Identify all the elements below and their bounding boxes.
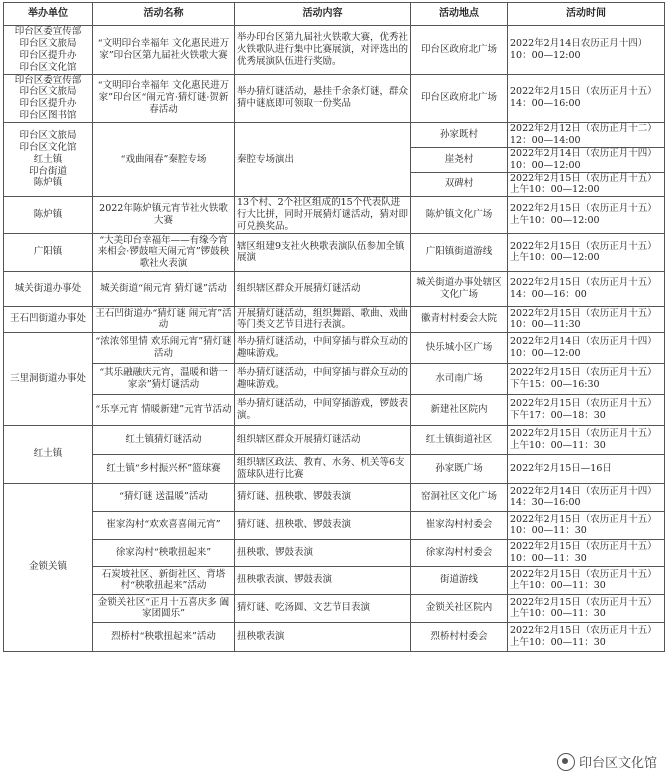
cell-time: 2022年2月15日（农历正月十五）下午15：00—16:30	[508, 363, 665, 394]
cell-org: 城关街道办事处	[4, 271, 93, 306]
cell-name: “浓浓邻里情 欢乐闹元宵”猜灯谜活动	[93, 332, 235, 363]
cell-content: 13个村、2个社区组成的15个代表队进行大比拼，同时开展猜灯谜活动，猜对即可兑换奖品。	[235, 197, 411, 234]
cell-time: 2022年2月12日（农历正月十二）12：00—14:00	[508, 123, 665, 148]
cell-name: “大美印台幸福年——有缘今宵来相会·锣鼓喧天闹元宵”锣鼓秧歌社火表演	[93, 233, 235, 271]
table-row	[4, 233, 665, 271]
cell-time: 2022年2月14日农历正月十四）10：00—12:00	[508, 26, 665, 75]
cell-location: 孙家既村	[411, 123, 508, 148]
cell-name: “乐享元宵 情暖新建”元宵节活动	[93, 394, 235, 425]
cell-name: 城关街道“闹元宵 猜灯谜”活动	[93, 271, 235, 306]
table-header-row	[4, 3, 665, 26]
cell-location: 水司南广场	[411, 363, 508, 394]
cell-content: 举办猜灯谜活动，中间穿插与群众互动的趣味游戏。	[235, 363, 411, 394]
cell-time: 2022年2月15日（农历正月十五）10：00—11：30	[508, 511, 665, 539]
table-row	[4, 594, 665, 622]
header-location: 活动地点	[411, 3, 508, 26]
cell-content: 举办猜灯谜活动，悬挂千余条灯谜，群众猜中谜底即可领取一份奖品	[235, 74, 411, 123]
table-row	[4, 363, 665, 394]
table-row	[4, 425, 665, 454]
cell-time: 2022年2月15日—16日	[508, 454, 665, 483]
cell-location: 崔家沟村村委会	[411, 511, 508, 539]
cell-time: 2022年2月14日（农历正月十四）10：00—12:00	[508, 332, 665, 363]
cell-content: 扭秧歌表演	[235, 622, 411, 651]
cell-org: 印台区文旅局 印台区文化馆 红土镇 印台街道 陈炉镇	[4, 123, 93, 197]
table-row	[4, 332, 665, 363]
table-row	[4, 271, 665, 306]
cell-content: 举办猜灯谜活动，中间穿插游戏，锣鼓表演。	[235, 394, 411, 425]
cell-name: 金锁关社区“正月十五喜庆多 阖家团圆乐”	[93, 594, 235, 622]
cell-location: 印台区政府北广场	[411, 26, 508, 75]
cell-name: “文明印台幸福年 文化惠民进万家”印台区第九届社火铁歌大赛	[93, 26, 235, 75]
table-row	[4, 306, 665, 332]
table-row	[4, 197, 665, 234]
cell-time: 2022年2月15日（农历正月十五）下午17：00—18：30	[508, 394, 665, 425]
cell-time: 2022年2月15日（农历正月十五）上午10：00—12:00	[508, 233, 665, 271]
cell-time: 2022年2月15日（农历正月十五）10：00—11:30	[508, 306, 665, 332]
cell-content: 组织辖区政法、教育、水务、机关等6支篮球队进行比赛	[235, 454, 411, 483]
cell-time: 2022年2月15日（农历正月十五）14：00—16:00	[508, 74, 665, 123]
cell-content: 开展猜灯谜活动，组织舞蹈、歌曲、戏曲等门类文艺节目进行表演。	[235, 306, 411, 332]
table-row	[4, 566, 665, 594]
cell-time: 2022年2月15日（农历正月十五）上午10：00—12:00	[508, 197, 665, 234]
cell-time: 2022年2月15日（农历正月十五）上午10：00—11：30	[508, 594, 665, 622]
cell-name: 红土镇“乡村振兴杯”篮球赛	[93, 454, 235, 483]
cell-org: 红土镇	[4, 425, 93, 483]
cell-content: 扭秧歌、锣鼓表演	[235, 539, 411, 566]
cell-time: 2022年2月15日（农历正月十五）14：00—16：00	[508, 271, 665, 306]
cell-content: 猜灯谜、扭秧歌、锣鼓表演	[235, 483, 411, 511]
header-content: 活动内容	[235, 3, 411, 26]
cell-location: 徽青村村委会大院	[411, 306, 508, 332]
table-row	[4, 454, 665, 483]
cell-content: 举办猜灯谜活动，中间穿插与群众互动的趣味游戏。	[235, 332, 411, 363]
cell-name: 烈桥村“秧歌扭起来”活动	[93, 622, 235, 651]
cell-location: 广阳镇街道游线	[411, 233, 508, 271]
cell-location: 孙家既广场	[411, 454, 508, 483]
cell-name: 红土镇猜灯谜活动	[93, 425, 235, 454]
cell-location: 窑洞社区文化广场	[411, 483, 508, 511]
cell-location: 烈桥村村委会	[411, 622, 508, 651]
cell-org: 王石凹街道办事处	[4, 306, 93, 332]
activity-schedule-table	[3, 2, 665, 652]
wechat-logo-icon	[557, 753, 575, 771]
cell-content: 组织辖区群众开展猜灯谜活动	[235, 425, 411, 454]
table-row	[4, 511, 665, 539]
cell-location: 陈炉镇文化广场	[411, 197, 508, 234]
cell-location: 徐家沟村村委会	[411, 539, 508, 566]
cell-time: 2022年2月14日（农历正月十四）10：00—12:00	[508, 147, 665, 172]
cell-org: 金锁关镇	[4, 483, 93, 651]
cell-org: 印台区委宣传部 印台区文旅局 印台区提升办 印台区图书馆	[4, 74, 93, 123]
table-row	[4, 539, 665, 566]
cell-name: “戏曲闹春”秦腔专场	[93, 123, 235, 197]
cell-name: “文明印台幸福年 文化惠民进万家”印台区“闹元宵·猜灯谜·贺新春活动	[93, 74, 235, 123]
cell-org: 印台区委宣传部 印台区文旅局 印台区提升办 印台区文化馆	[4, 26, 93, 75]
table-row	[4, 394, 665, 425]
watermark-text: 印台区文化馆	[578, 756, 657, 771]
cell-location: 街道游线	[411, 566, 508, 594]
cell-org: 三里洞街道办事处	[4, 332, 93, 425]
cell-org: 广阳镇	[4, 233, 93, 271]
cell-location: 崖尧村	[411, 147, 508, 172]
cell-time: 2022年2月15日（农历正月十五）10：00—11：30	[508, 539, 665, 566]
header-name: 活动名称	[93, 3, 235, 26]
cell-name: “猜灯谜 送温暖”活动	[93, 483, 235, 511]
cell-time: 2022年2月15日（农历正月十五）上午10：00—11：30	[508, 622, 665, 651]
table-row	[4, 74, 665, 123]
cell-location: 新建社区院内	[411, 394, 508, 425]
cell-content: 猜灯谜、吃汤圆、文艺节目表演	[235, 594, 411, 622]
table-row	[4, 483, 665, 511]
cell-name: 徐家沟村“秧歌扭起来”	[93, 539, 235, 566]
cell-location: 红土镇街道社区	[411, 425, 508, 454]
cell-location: 双碑村	[411, 172, 508, 197]
cell-time: 2022年2月14日（农历正月十四）14：30—16:00	[508, 483, 665, 511]
header-org: 举办单位	[4, 3, 93, 26]
cell-content: 秦腔专场演出	[235, 123, 411, 197]
cell-location: 印台区政府北广场	[411, 74, 508, 123]
watermark	[554, 751, 660, 772]
cell-content: 辖区组建9支社火秧歌表演队伍参加全镇展演	[235, 233, 411, 271]
table-row	[4, 123, 665, 148]
cell-time: 2022年2月15日（农历正月十五）上午10：00—11：30	[508, 566, 665, 594]
table-row	[4, 622, 665, 651]
cell-location: 金锁关社区院内	[411, 594, 508, 622]
cell-content: 扭秧歌表演、锣鼓表演	[235, 566, 411, 594]
cell-name: 石炭坡社区、新街社区、背塔村“秧歌扭起来”活动	[93, 566, 235, 594]
cell-name: 崔家沟村“欢欢喜喜闹元宵”	[93, 511, 235, 539]
header-time: 活动时间	[508, 3, 665, 26]
cell-content: 举办印台区第九届社火铁歌大赛，优秀社火铁歌队进行集中比赛展演，对评选出的优秀展演队伍进行奖励。	[235, 26, 411, 75]
cell-name: “其乐融融庆元宵，温暖和谐一家亲”猜灯谜活动	[93, 363, 235, 394]
cell-name: 王石凹街道办“猜灯谜 闹元宵”活动	[93, 306, 235, 332]
table-row	[4, 26, 665, 75]
cell-time: 2022年2月15日（农历正月十五）上午10：00—11：30	[508, 425, 665, 454]
cell-time: 2022年2月15日（农历正月十五）上午10：00—12:00	[508, 172, 665, 197]
cell-name: 2022年陈炉镇元宵节社火铁歌大赛	[93, 197, 235, 234]
cell-org: 陈炉镇	[4, 197, 93, 234]
cell-location: 快乐城小区广场	[411, 332, 508, 363]
cell-content: 组织辖区群众开展猜灯谜活动	[235, 271, 411, 306]
cell-location: 城关街道办事处辖区文化广场	[411, 271, 508, 306]
cell-content: 猜灯谜、扭秧歌、锣鼓表演	[235, 511, 411, 539]
